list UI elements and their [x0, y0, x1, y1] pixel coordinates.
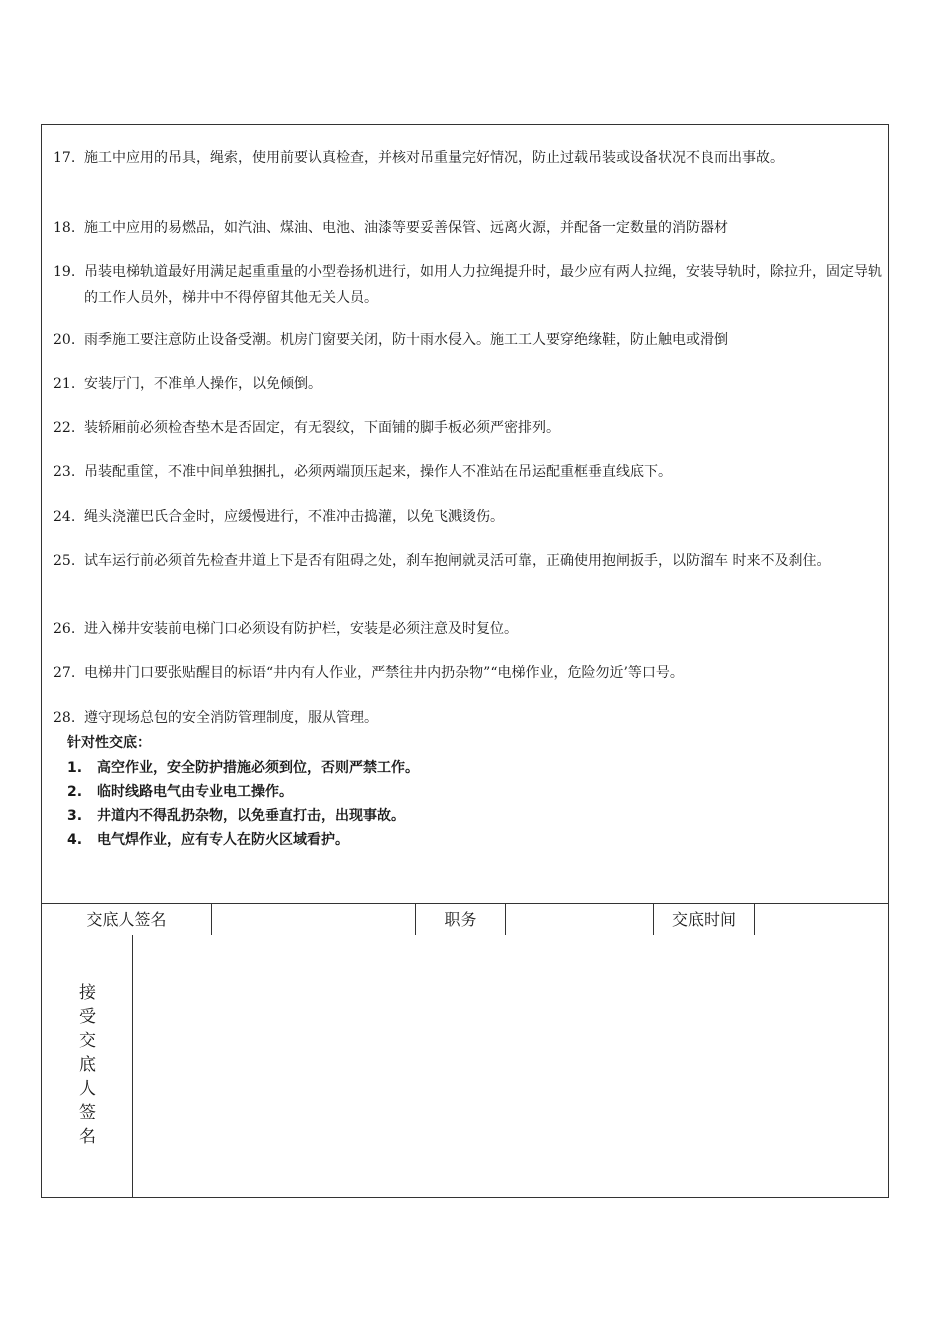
list-item — [53, 259, 883, 311]
receiver-label-column — [42, 935, 133, 1197]
list-item — [53, 459, 883, 485]
label-char: 名 — [79, 1127, 96, 1147]
item-text: 施工中应用的易燃品，如汽油、煤油、电池、油漆等要妥善保管、远离火源，并配备一定数量的消防器材 — [84, 220, 728, 236]
targeted-disclosure-title: 针对性交底： — [67, 735, 151, 751]
list-item — [53, 327, 883, 353]
label-char: 受 — [79, 1007, 96, 1027]
list-item — [53, 616, 883, 642]
item-text: 安装厅门，不准单人操作，以免倾倒。 — [84, 376, 322, 392]
targeted-item-number: 2. — [67, 784, 83, 800]
receiver-signature-vertical-label — [42, 981, 133, 1149]
item-text: 电梯井门口要张贴醒目的标语“井内有人作业，严禁往井内扔杂物”“电梯作业，危险勿近’等口号。 — [84, 665, 684, 681]
disclosure-time-label: 交底时间 — [654, 904, 755, 935]
item-number: 20. — [53, 332, 76, 348]
signature-row — [42, 903, 888, 936]
label-char: 交 — [79, 1031, 96, 1051]
discloser-signature-label: 交底人签名 — [42, 904, 212, 935]
item-number: 24. — [53, 509, 76, 525]
item-number: 25. — [53, 553, 76, 569]
label-char: 人 — [79, 1079, 96, 1099]
content-area — [42, 125, 890, 903]
item-text: 雨季施工要注意防止设备受潮。机房门窗要关闭，防十雨水侵入。施工工人要穿绝缘鞋，防止触电或滑倒 — [84, 332, 728, 348]
discloser-signature-field[interactable] — [212, 904, 416, 935]
item-number: 21. — [53, 376, 76, 392]
item-number: 22. — [53, 420, 76, 436]
item-number: 18. — [53, 220, 76, 236]
position-field[interactable] — [506, 904, 654, 935]
item-text: 遵守现场总包的安全消防管理制度，服从管理。 — [84, 710, 378, 726]
item-text: 吊装电梯轨道最好用满足起重重量的小型卷扬机进行，如用人力拉绳提升时，最少应有两人拉绳，安装导轨时，除拉升，固定导轨的工作人员外，梯井中不得停留其他无关人员。 — [84, 264, 882, 306]
targeted-item — [67, 757, 867, 779]
document-frame — [41, 124, 889, 996]
targeted-item-number: 4. — [67, 832, 83, 848]
list-item — [53, 371, 883, 397]
item-number: 23. — [53, 464, 76, 480]
targeted-item-number: 3. — [67, 808, 83, 824]
item-text: 装轿厢前必须检杳垫木是否固定，有无裂纹，下面铺的脚手板必须严密排列。 — [84, 420, 560, 436]
item-text: 施工中应用的吊具，绳索，使用前要认真检查，并核对吊重量完好情况，防止过载吊装或设备状况不良而出事故。 — [84, 150, 784, 166]
item-text: 绳头浇灌巴氏合金时，应缓慢进行，不准冲击捣灌，以免飞溅烫伤。 — [84, 509, 504, 525]
list-item — [53, 504, 883, 530]
label-char: 底 — [79, 1055, 96, 1075]
list-item — [53, 548, 883, 574]
label-char: 接 — [79, 983, 96, 1003]
disclosure-time-field[interactable] — [755, 904, 888, 935]
item-number: 26. — [53, 621, 76, 637]
targeted-item-number: 1. — [67, 760, 83, 776]
item-number: 27. — [53, 665, 76, 681]
list-item — [53, 215, 883, 241]
list-item — [53, 145, 883, 171]
item-text: 吊装配重筐，不准中间单独捆扎，必须两端顶压起来，操作人不准站在吊运配重框垂直线底下。 — [84, 464, 672, 480]
targeted-item — [67, 781, 867, 803]
targeted-item-text: 井道内不得乱扔杂物，以免垂直打击，出现事故。 — [97, 808, 405, 824]
position-label: 职务 — [416, 904, 506, 935]
list-item — [53, 415, 883, 441]
targeted-item-text: 临时线路电气由专业电工操作。 — [97, 784, 293, 800]
targeted-item — [67, 805, 867, 827]
item-number: 17. — [53, 150, 76, 166]
list-item — [53, 660, 883, 686]
item-text: 进入梯井安装前电梯门口必须设有防护栏，安装是必须注意及时复位。 — [84, 621, 518, 637]
list-item — [53, 705, 883, 731]
item-number: 28. — [53, 710, 76, 726]
targeted-item — [67, 829, 867, 851]
label-char: 签 — [79, 1103, 96, 1123]
item-text: 试车运行前必须首先检查井道上下是否有阻碍之处，刹车抱闸就灵活可靠，正确使用抱闸扳手，以防溜车 时来不及刹住。 — [84, 553, 831, 569]
targeted-item-text: 电气焊作业，应有专人在防火区域看护。 — [97, 832, 349, 848]
targeted-item-text: 高空作业，安全防护措施必须到位，否则严禁工作。 — [97, 760, 419, 776]
receiver-table — [41, 935, 889, 1198]
receiver-signature-space[interactable] — [133, 935, 888, 1197]
item-number: 19. — [53, 264, 76, 280]
